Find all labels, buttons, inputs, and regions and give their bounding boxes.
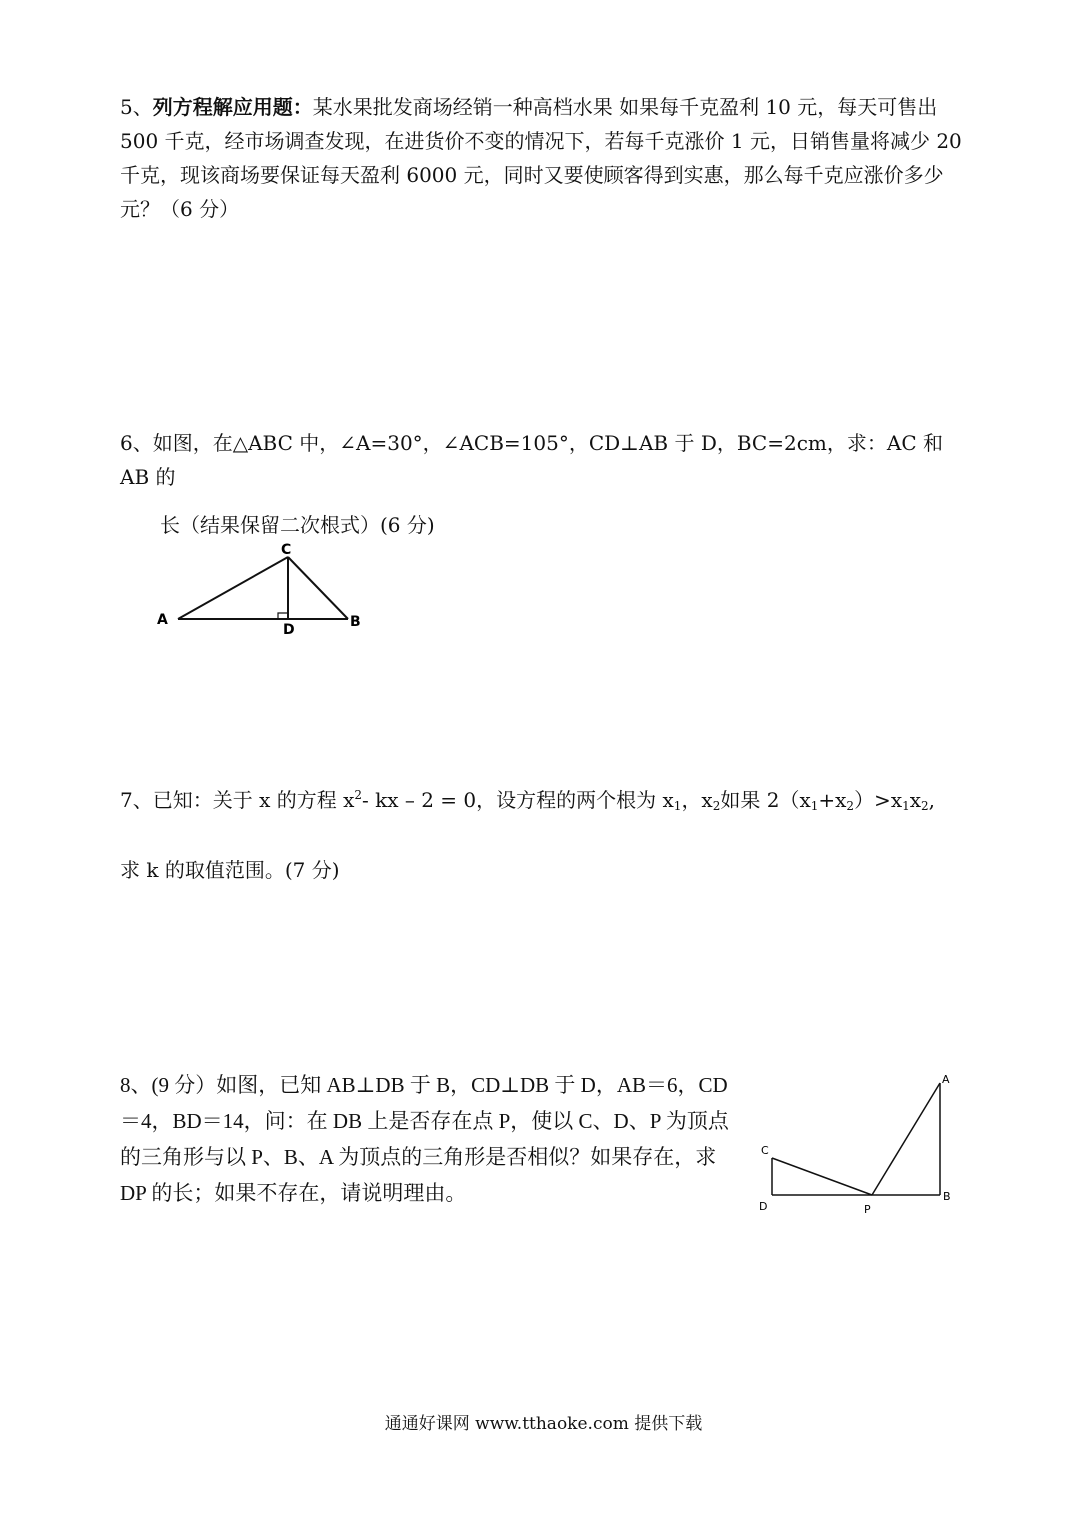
label-c: C — [281, 542, 292, 558]
q7-text-b: - kx – 2 = 0，设方程的两个根为 x — [362, 788, 674, 812]
label-a: A — [157, 612, 168, 628]
q7-text-d: 如果 2（x — [720, 788, 811, 812]
segment-ac — [178, 557, 288, 619]
q7-sub: 2 — [846, 799, 855, 813]
question-7-line-1 — [120, 778, 970, 823]
footer-note: 通通好课网 www.tthaoke.com 提供下载 — [384, 1414, 703, 1434]
q7-text-c: ，x — [681, 788, 713, 812]
q7-text-e: +x — [818, 788, 847, 812]
question-8-text: 8、(9 分）如图，已知 AB⊥DB 于 B，CD⊥DB 于 D，AB＝6，CD＝4，BD＝14，问：在 DB 上是否存在点 P，使以 C、D、P 为顶点的三角形与以 P、B、A 为顶点的三角形是否相似？如果存在，求 DP 的长；如果不存在，请说明理由。 — [120, 1073, 729, 1205]
label-a: A — [942, 1073, 950, 1086]
question-5 — [120, 90, 970, 226]
question-6-line-2: 长（结果保留二次根式）(6 分) — [160, 513, 435, 537]
question-5-number: 5、 — [120, 95, 153, 119]
q7-sub: 1 — [902, 799, 910, 813]
question-6 — [120, 426, 970, 542]
label-b: B — [943, 1190, 951, 1203]
q7-sub: 1 — [810, 799, 819, 813]
question-6-line-1: 6、如图，在△ABC 中，∠A=30°，∠ACB=105°，CD⊥AB 于 D，BC=2cm，求：AC 和 AB 的 — [120, 431, 943, 489]
q7-sub: 2 — [712, 799, 721, 813]
question-5-label: 列方程解应用题： — [152, 95, 313, 119]
label-d: D — [283, 622, 295, 638]
label-d: D — [759, 1200, 768, 1213]
triangle-abc-figure — [150, 535, 380, 645]
question-5-text: 某水果批发商场经销一种高档水果 如果每千克盈利 10 元，每天可售出 500 千克，经市场调查发现，在进货价不变的情况下，若每千克涨价 1 元，日销售量将减少 20 千克，现该商场要保证每天盈利 6000 元，同时又要使顾客得到实惠，那么每千克应涨价多少元？（6 分） — [120, 95, 962, 221]
q7-text-f: ）>x — [854, 788, 903, 812]
label-c: C — [761, 1144, 769, 1157]
segment-cp — [772, 1158, 872, 1195]
q7-sub: 1 — [673, 799, 682, 813]
similar-triangles-figure — [750, 1065, 970, 1215]
question-8 — [120, 1067, 730, 1211]
q7-superscript: 2 — [354, 788, 362, 802]
q7-text-a: 7、已知：关于 x 的方程 x — [120, 788, 355, 812]
label-p: P — [864, 1203, 871, 1215]
question-7-line-2: 求 k 的取值范围。(7 分) — [120, 858, 340, 882]
segment-pa — [872, 1083, 940, 1195]
segment-cb — [288, 557, 348, 619]
q7-text-h: , — [928, 788, 936, 812]
label-b: B — [350, 614, 361, 630]
q7-text-g: x — [909, 788, 922, 812]
question-7 — [120, 778, 970, 887]
q7-sub: 2 — [921, 799, 929, 813]
